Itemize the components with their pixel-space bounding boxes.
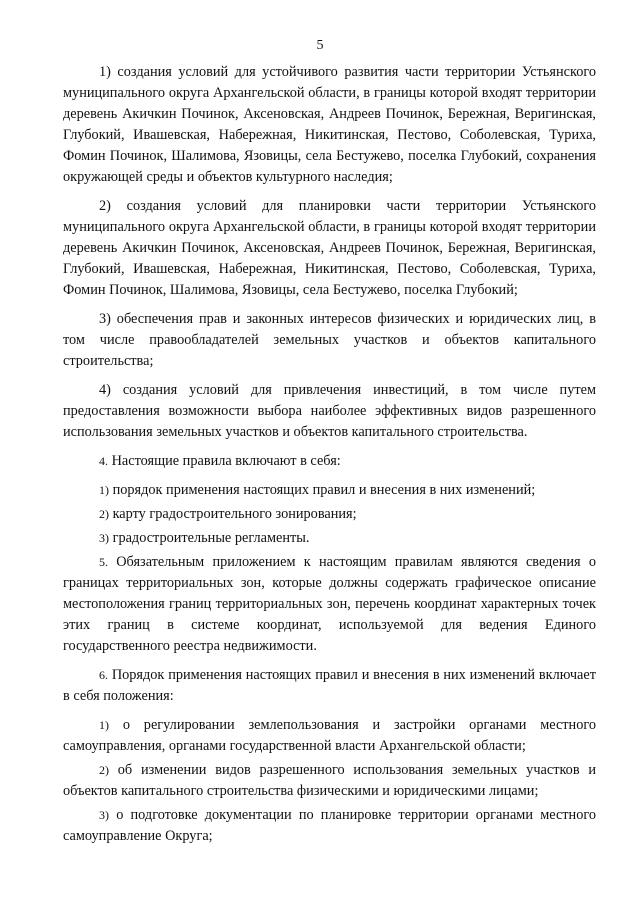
list-marker: 2): [99, 198, 111, 214]
section-number: 5.: [99, 555, 108, 569]
paragraph-text: карту градостроительного зонирования;: [109, 506, 357, 522]
paragraph: [63, 309, 596, 372]
paragraph-text: о подготовке документации по планировке территории органами местного самоуправление Округа;: [63, 807, 596, 844]
list-marker: 3): [99, 311, 111, 327]
paragraph: [63, 196, 596, 301]
paragraph-text: Обязательным приложением к настоящим правилам являются сведения о границах территориальных зон, которые должны содержать графическое описание местоположения границ территориальных зон, перечень координат характерных точек этих границ в системе координат, используемой для ведения Единого государственного реестра недвижимости.: [63, 554, 596, 654]
paragraph: [63, 62, 596, 188]
paragraph-text: градостроительные регламенты.: [109, 530, 310, 546]
list-marker: 1): [99, 718, 109, 732]
list-item: [63, 715, 596, 757]
paragraph: [63, 380, 596, 443]
paragraph-text: обеспечения прав и законных интересов физических и юридических лиц, в том числе правообладателей земельных участков и объектов капитального строительства;: [63, 311, 596, 369]
list-marker: 2): [99, 507, 109, 521]
paragraph-text: о регулировании землепользования и застройки органами местного самоуправления, органами государственной власти Архангельской области;: [63, 717, 596, 754]
list-item: [63, 480, 596, 501]
list-marker: 2): [99, 763, 109, 777]
list-item: [63, 805, 596, 847]
section-paragraph: [63, 665, 596, 707]
list-item: [63, 504, 596, 525]
section-paragraph: [63, 552, 596, 657]
list-marker: 3): [99, 531, 109, 545]
list-item: [63, 760, 596, 802]
list-marker: 1): [99, 483, 109, 497]
section-number: 6.: [99, 668, 108, 682]
paragraph-text: Порядок применения настоящих правил и внесения в них изменений включает в себя положения:: [63, 667, 596, 704]
list-item: [63, 528, 596, 549]
document-body: [63, 62, 596, 847]
page-number: 5: [316, 38, 324, 53]
list-marker: 4): [99, 382, 111, 398]
paragraph-text: об изменении видов разрешенного использования земельных участков и объектов капитального строительства физическими и юридическими лицами;: [63, 762, 596, 799]
paragraph-text: создания условий для планировки части территории Устьянского муниципального округа Архангельской области, в границы которой входят территории деревень Акичкин Починок, Аксеновская, Андреев Починок, Бережная, Веригинская, Глубокий, Ивашевская, Набережная, Никитинская, Пестово, Соболевская, Туриха, Фомин Починок, Шалимова, Язовицы, села Бестужево, поселка Глубокий;: [63, 198, 596, 298]
section-heading: [63, 451, 596, 472]
paragraph-text: создания условий для привлечения инвестиций, в том числе путем предоставления возможности выбора наиболее эффективных видов разрешенного использования земельных участков и объектов капитального строительства.: [63, 382, 596, 440]
section-number: 4.: [99, 454, 108, 468]
paragraph-text: Настоящие правила включают в себя:: [108, 453, 341, 469]
paragraph-text: порядок применения настоящих правил и внесения в них изменений;: [109, 482, 536, 498]
paragraph-text: создания условий для устойчивого развития части территории Устьянского муниципального округа Архангельской области, в границы которой входят территории деревень Акичкин Починок, Аксеновская, Андреев Починок, Бережная, Веригинская, Глубокий, Ивашевская, Набережная, Никитинская, Пестово, Соболевская, Туриха, Фомин Починок, Шалимова, Язовицы, села Бестужево, поселка Глубокий, сохранения окружающей среды и объектов культурного наследия;: [63, 64, 596, 185]
list-marker: 1): [99, 64, 111, 80]
list-marker: 3): [99, 808, 109, 822]
